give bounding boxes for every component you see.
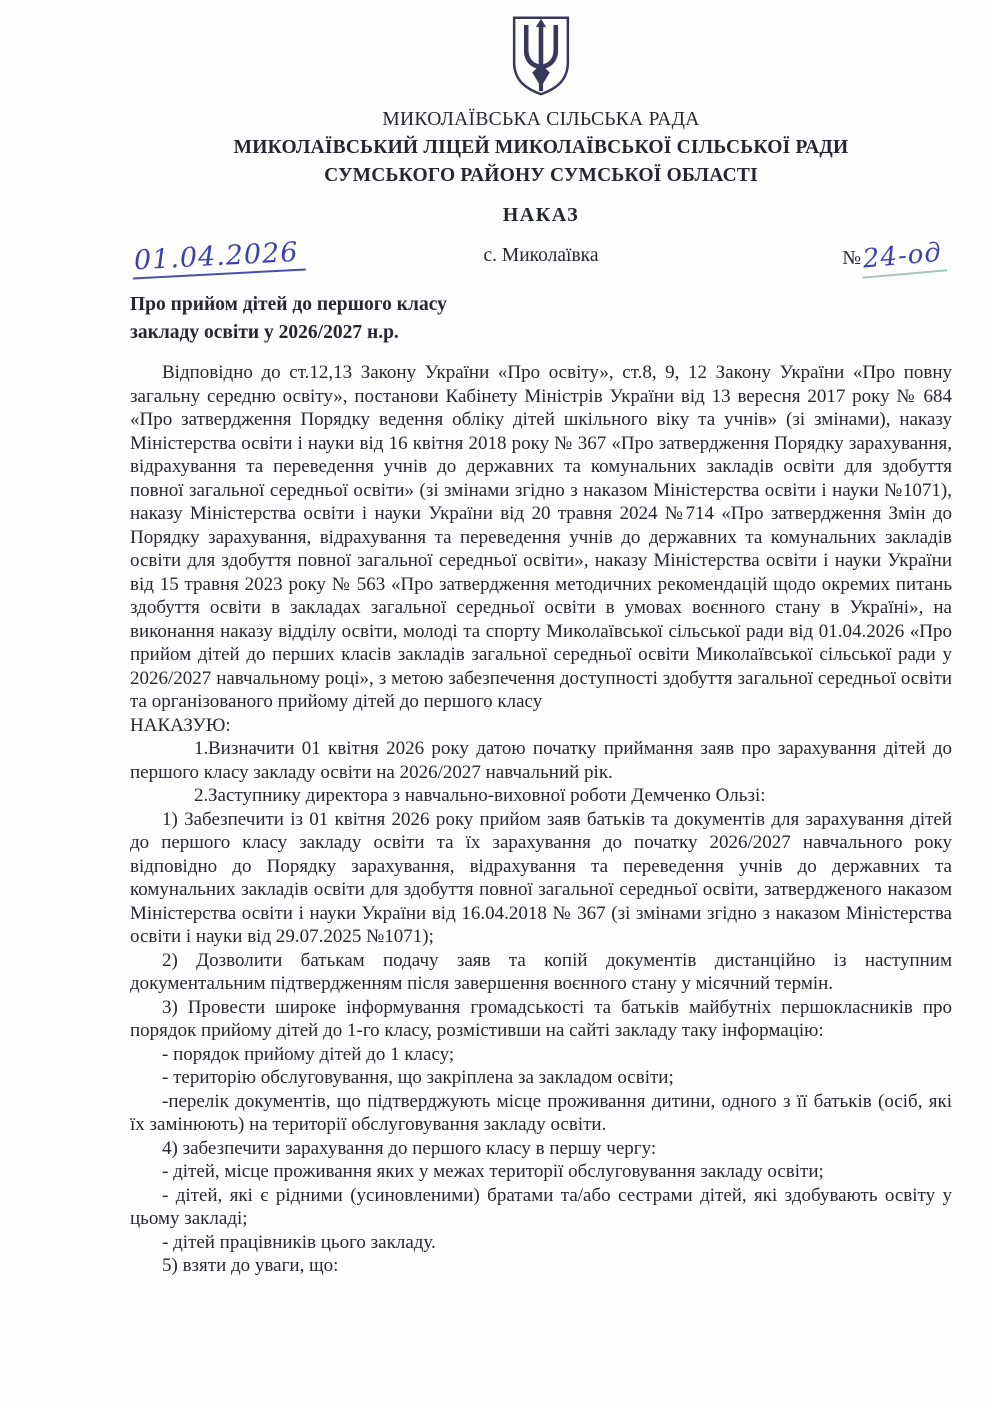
preamble-paragraph: Відповідно до ст.12,13 Закону України «Про освіту», ст.8, 9, 12 Закону України «Про повну загальну середню освіту», постанови Кабінету Міністрів України від 13 вересня 2017 року № 684 «Про затвердження Порядку ведення обліку дітей шкільного віку та учнів» (зі змінами), наказу Міністерства освіти і науки від 16 квітня 2018 року № 367 «Про затвердження Порядку зарахування, відрахування та переведення учнів до державних та комунальних закладів освіти для здобуття повної загальної середньої освіти» (зі змінами згідно з наказом Міністерства освіти і науки №1071), наказу Міністерства освіти і науки України від 20 травня 2024 №714 «Про затвердження Змін до Порядку зарахування, відрахування та переведення учнів до державних та комунальних закладів освіти для здобуття повної загальної середньої освіти», наказу Міністерства освіти і науки України від 15 травня 2023 року № 563 «Про затвердження методичних рекомендацій щодо окремих питань здобуття освіти в закладах загальної середньої освіти в умовах воєнного стану в Україні», на виконання наказу відділу освіти, молоді та спорту Миколаївської сільської ради від 01.04.2026 «Про прийом дітей до перших класів закладів загальної середньої освіти Миколаївської сільської ради у 2026/2027 навчальному році», з метою забезпечення доступності здобуття загальної середньої освіти та організованого прийому дітей до першого класу	[130, 362, 952, 712]
handwritten-number: 24-од	[860, 237, 948, 278]
list-item-staff-children: - дітей працівників цього закладу.	[162, 1231, 436, 1253]
order-subject	[130, 291, 952, 347]
place-label: с. Миколаївка	[483, 245, 599, 266]
place-field	[484, 241, 599, 267]
order-item-2	[130, 784, 952, 808]
list-item-territory: - територію обслуговування, що закріплена за закладом освіти;	[162, 1067, 674, 1088]
list-item-documents: -перелік документів, що підтверджують місце проживання дитини, одного з її батьків (осіб, які їх замінюють) на території обслуговування закладу освіти.	[130, 1090, 952, 1135]
order-subitem-3: 3) Провести широке інформування громадськості та батьків майбутніх першокласників про порядок прийому дітей до 1-го класу, розмістивши на сайті закладу таку інформацію:	[130, 996, 952, 1041]
item-2-text: Заступнику директора з навчально-виховної роботи Демченко Ользі:	[208, 785, 766, 806]
document-type-title: НАКАЗ	[502, 204, 580, 226]
meta-row	[130, 236, 952, 287]
order-subitem-5: 5) взяти до уваги, що:	[162, 1255, 339, 1276]
org-header	[130, 106, 952, 190]
list-item-siblings: - дітей, які є рідними (усиновленими) братами та/або сестрами дітей, які здобувають освіту у цьому закладі;	[130, 1184, 952, 1229]
subject-line-1: Про прийом дітей до першого класу	[130, 294, 447, 315]
item-1-text: Визначити 01 квітня 2026 року датою початку приймання заяв про зарахування дітей до першого класу закладу освіти на 2026/2027 навчальний рік.	[130, 738, 952, 783]
item-1-number: 1.	[194, 738, 209, 759]
district-name: СУМСЬКОГО РАЙОНУ СУМСЬКОЇ ОБЛАСТІ	[324, 165, 758, 186]
list-item-order: - порядок прийому дітей до 1 класу;	[162, 1043, 455, 1065]
emblem-container	[130, 14, 952, 102]
subject-line-2: закладу освіти у 2026/2027 н.р.	[130, 322, 399, 343]
resolve-heading: НАКАЗУЮ:	[130, 714, 231, 736]
number-sign: №	[842, 248, 861, 269]
order-body	[130, 361, 952, 1278]
number-field	[599, 237, 953, 275]
order-subitem-2: 2) Дозволити батькам подачу заяв та копій документів дистанційно із наступним документальним підтвердженням після завершення воєнного стану у місячний термін.	[130, 949, 952, 994]
order-subitem-4: 4) забезпечити зарахування до першого класу в першу чергу:	[162, 1137, 657, 1159]
handwritten-date: 01.04.2026	[131, 237, 305, 280]
order-subitem-1: 1) Забезпечити із 01 квітня 2026 року прийом заяв батьків та документів для зарахування дітей до першого класу закладу освіти та їх зарахування до початку 2026/2027 навчального року відповідно до Порядку зарахування, відрахування та переведення учнів до державних та комунальних закладів освіти для здобуття повної загальної середньої освіти, затвердженого наказом Міністерства освіти і науки України від 16.04.2018 № 367 (зі змінами згідно з наказом Міністерства освіти і науки від 29.07.2025 №1071);	[130, 808, 952, 947]
list-item-residence: - дітей, місце проживання яких у межах території обслуговування закладу освіти;	[162, 1161, 824, 1182]
school-name: МИКОЛАЇВСЬКИЙ ЛІЦЕЙ МИКОЛАЇВСЬКОЇ СІЛЬСЬКОЇ РАДИ	[233, 137, 849, 158]
date-field	[130, 236, 484, 277]
order-item-1	[130, 737, 952, 784]
item-2-number: 2.	[194, 785, 209, 806]
ukraine-trident-emblem	[510, 14, 572, 98]
council-name: МИКОЛАЇВСЬКА СІЛЬСЬКА РАДА	[382, 109, 700, 130]
